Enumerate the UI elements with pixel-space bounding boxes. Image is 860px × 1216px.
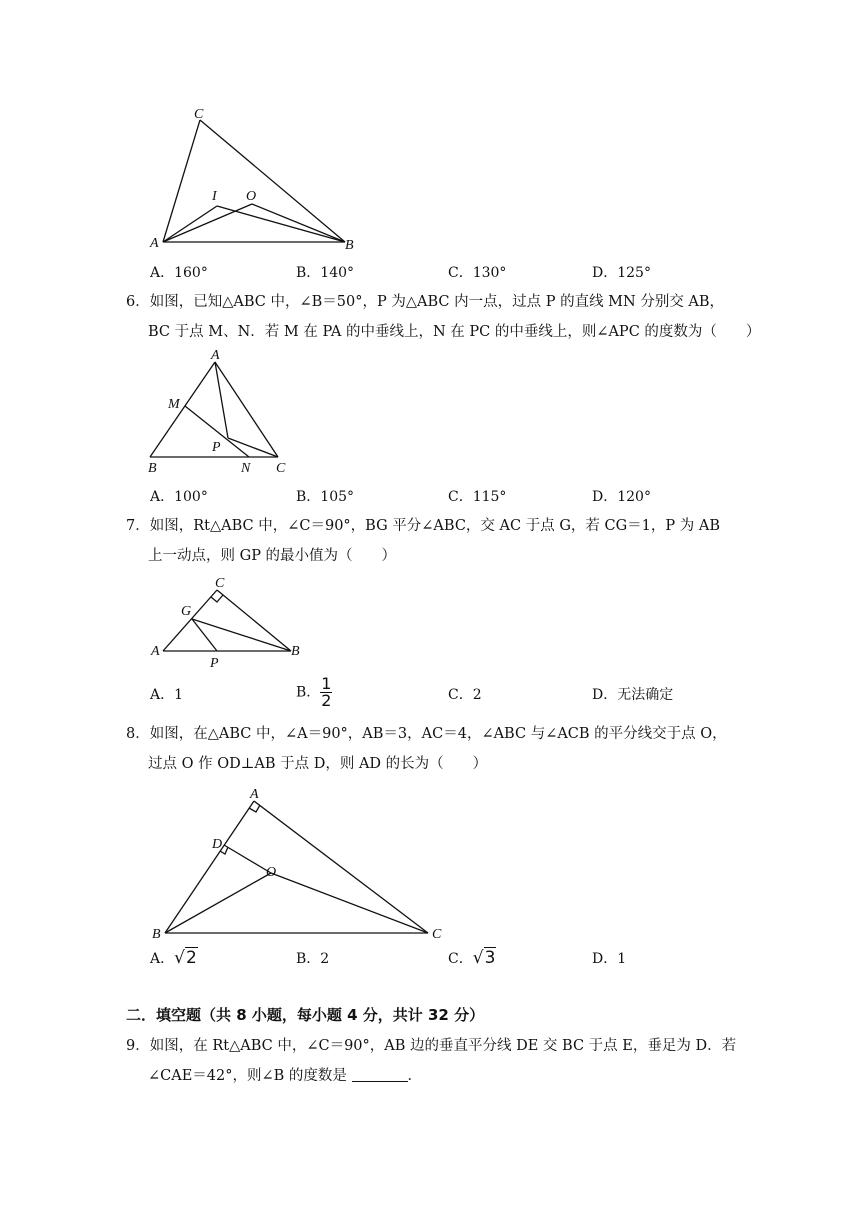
label-A: A — [151, 644, 160, 659]
q7-option-d[interactable]: D．无法确定 — [592, 687, 674, 703]
q6-figure — [140, 342, 310, 477]
sqrt-expression: √2 — [174, 948, 197, 968]
answer-blank[interactable] — [352, 1067, 408, 1082]
label-C: C — [276, 461, 286, 476]
label-B: B — [148, 461, 157, 476]
q8-option-b[interactable]: B．2 — [296, 951, 330, 967]
q6-options — [150, 486, 750, 510]
q8-figure — [140, 776, 460, 946]
q8-option-a[interactable] — [150, 948, 198, 968]
q7-option-a[interactable]: A．1 — [150, 687, 184, 703]
q6-line2: BC 于点 M、N．若 M 在 PA 的中垂线上，N 在 PC 的中垂线上，则∠APC 的度数为（ ） — [148, 324, 761, 340]
q7-option-b[interactable] — [296, 676, 332, 709]
q7-figure — [145, 572, 315, 672]
q7-stem — [126, 511, 746, 571]
label-C: C — [215, 576, 225, 591]
q7-option-c[interactable]: C．2 — [448, 687, 482, 703]
q8-line2: 过点 O 作 OD⊥AB 于点 D，则 AD 的长为（ ） — [148, 756, 488, 772]
q7-line2: 上一动点，则 GP 的最小值为（ ） — [148, 548, 397, 564]
q6-stem — [126, 287, 761, 347]
q9-line1: 9．如图，在 Rt△ABC 中，∠C＝90°，AB 边的垂直平分线 DE 交 BC 于点 E，垂足为 D．若 — [126, 1038, 737, 1054]
label-A: A — [250, 787, 259, 802]
label-O: O — [266, 865, 277, 880]
q5-figure — [140, 100, 380, 260]
q8-option-a-prefix: A． — [150, 951, 175, 967]
q5-options — [150, 262, 750, 286]
radicand: 2 — [185, 948, 197, 968]
label-B: B — [345, 238, 354, 253]
q8-options — [150, 948, 750, 972]
q5-option-a[interactable]: A．160° — [150, 265, 208, 281]
sqrt-expression: √3 — [472, 948, 496, 968]
label-G: G — [181, 604, 192, 619]
section-title: 二．填空题（共 8 小题，每小题 4 分，共计 32 分） — [126, 1006, 485, 1024]
label-M: M — [168, 397, 180, 412]
q8-line1: 8．如图，在△ABC 中，∠A＝90°，AB＝3，AC＝4，∠ABC 与∠ACB 的平分线交于点 O， — [126, 726, 727, 742]
q5-option-b[interactable]: B．140° — [296, 265, 355, 281]
label-B: B — [291, 644, 300, 659]
q8-option-c-prefix: C． — [448, 951, 473, 967]
radicand: 3 — [484, 948, 496, 968]
q9-stem — [126, 1031, 746, 1091]
q8-option-c[interactable] — [448, 948, 496, 968]
q5-option-d[interactable]: D．125° — [592, 265, 651, 281]
label-O: O — [246, 189, 257, 204]
label-D: D — [212, 837, 223, 852]
label-A: A — [211, 348, 220, 363]
label-B: B — [152, 927, 161, 942]
q9-line2-text: ∠CAE＝42°，则∠B 的度数是 — [148, 1068, 347, 1084]
q6-line1: 6．如图，已知△ABC 中，∠B＝50°，P 为△ABC 内一点，过点 P 的直线 MN 分别交 AB， — [126, 294, 725, 310]
label-C: C — [194, 107, 204, 122]
q6-option-b[interactable]: B．105° — [296, 489, 355, 505]
label-P: P — [212, 440, 221, 455]
label-A: A — [150, 236, 159, 251]
q5-option-c[interactable]: C．130° — [448, 265, 507, 281]
q6-option-a[interactable]: A．100° — [150, 489, 208, 505]
label-C: C — [432, 927, 442, 942]
fraction-numerator: 1 — [321, 674, 332, 693]
q7-option-b-prefix: B． — [296, 684, 321, 701]
q9-line2 — [126, 1061, 746, 1091]
label-I: I — [212, 189, 217, 204]
q7-options — [150, 674, 750, 710]
q7-line1: 7．如图，Rt△ABC 中，∠C＝90°，BG 平分∠ABC，交 AC 于点 G，若 CG＝1，P 为 AB — [126, 518, 721, 534]
q8-stem — [126, 719, 746, 779]
q6-option-d[interactable]: D．120° — [592, 489, 651, 505]
fraction — [320, 676, 332, 709]
label-N: N — [241, 461, 251, 476]
q6-option-c[interactable]: C．115° — [448, 489, 507, 505]
q8-option-d[interactable]: D．1 — [592, 951, 627, 967]
fraction-denominator: 2 — [321, 691, 332, 710]
q9-line2-end: ． — [407, 1068, 423, 1084]
label-P: P — [210, 656, 219, 671]
